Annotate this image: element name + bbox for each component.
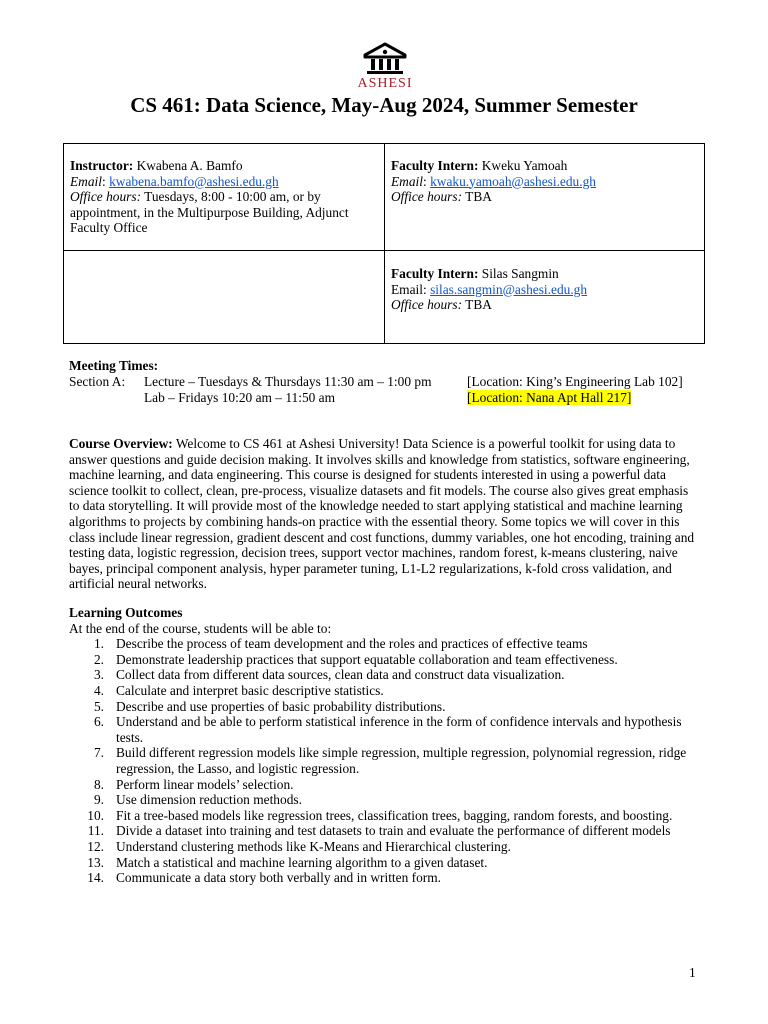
lab-location — [467, 390, 631, 406]
list-item-text: Calculate and interpret basic descriptive statistics. — [116, 682, 384, 698]
course-overview — [69, 436, 699, 592]
list-item-text: Perform linear models’ selection. — [116, 776, 294, 792]
list-item-number: 10. — [87, 807, 104, 823]
intern2-cell — [385, 266, 704, 313]
list-item-number: 7. — [93, 745, 104, 761]
list-item-text: Divide a dataset into training and test datasets to train and evaluate the performance of different models — [116, 823, 671, 839]
list-item-number: 12. — [87, 838, 104, 854]
list-item-number: 11. — [87, 823, 104, 839]
logo-wordmark: ASHESI — [357, 76, 413, 91]
list-item — [69, 652, 699, 668]
course-overview-heading: Course Overview: — [69, 436, 173, 451]
instructor-email-link[interactable]: kwabena.bamfo@ashesi.edu.gh — [109, 173, 279, 189]
intern2-office-hours: TBA — [462, 297, 492, 313]
lecture-time: Lecture – Tuesdays & Thursdays 11:30 am – 1:00 pm — [144, 374, 432, 389]
office-hours-label: Office hours: — [70, 189, 142, 205]
meeting-times-heading: Meeting Times: — [69, 358, 159, 373]
list-item-text: Describe the process of team development and the roles and practices of effective teams — [116, 636, 588, 652]
list-item-number: 4. — [93, 682, 104, 698]
ashesi-building-icon — [362, 42, 408, 76]
list-item-number: 5. — [93, 698, 104, 714]
list-item — [69, 699, 699, 715]
list-item — [69, 667, 699, 683]
list-item — [69, 745, 699, 776]
intern1-cell — [385, 158, 704, 205]
intern2-name: Silas Sangmin — [478, 266, 559, 281]
email-label: Email — [391, 173, 423, 189]
instructor-label: Instructor: — [70, 158, 134, 173]
list-item — [69, 839, 699, 855]
list-item — [69, 714, 699, 745]
staff-info-table — [63, 143, 705, 344]
list-item-number: 8. — [93, 776, 104, 792]
list-item-text: Understand and be able to perform statistical inference in the form of confidence intervals and hypothesis tests. — [116, 714, 682, 745]
email-separator: : — [102, 173, 110, 189]
office-hours-label: Office hours: — [391, 189, 463, 205]
list-item — [69, 808, 699, 824]
instructor-office-hours: Tuesdays, 8:00 - 10:00 am, or by appointment, in the Multipurpose Building, Adjunct Faculty Office — [70, 189, 349, 236]
list-item — [69, 683, 699, 699]
ashesi-logo — [345, 42, 425, 91]
list-item — [69, 855, 699, 871]
email-label: Email: — [391, 281, 431, 297]
list-item-text: Fit a tree-based models like regression trees, classification trees, bagging, random forests, and boosting. — [116, 807, 673, 823]
intern1-name: Kweku Yamoah — [478, 158, 568, 173]
intern1-office-hours: TBA — [462, 189, 492, 205]
list-item-text: Demonstrate leadership practices that support equatable collaboration and team effectiveness. — [116, 651, 618, 667]
lab-location-highlight: [Location: Nana Apt Hall 217] — [467, 390, 632, 405]
list-item — [69, 792, 699, 808]
outcomes-list — [69, 636, 699, 886]
list-item-text: Understand clustering methods like K-Means and Hierarchical clustering. — [116, 838, 511, 854]
list-item-number: 1. — [93, 636, 104, 652]
list-item-number: 6. — [93, 714, 104, 730]
list-item — [69, 823, 699, 839]
list-item-text: Collect data from different data sources, clean data and construct data visualization. — [116, 667, 565, 683]
learning-outcomes-heading: Learning Outcomes — [69, 605, 183, 620]
list-item-number: 14. — [87, 870, 104, 886]
list-item-text: Communicate a data story both verbally and in written form. — [116, 870, 442, 886]
page-number: 1 — [689, 965, 696, 980]
instructor-name: Kwabena A. Bamfo — [133, 158, 243, 173]
learning-outcomes — [69, 605, 699, 886]
lecture-location: [Location: King’s Engineering Lab 102] — [467, 374, 683, 389]
list-item-text: Describe and use properties of basic probability distributions. — [116, 698, 446, 714]
intern2-email-link[interactable]: silas.sangmin@ashesi.edu.gh — [430, 281, 588, 297]
list-item-text: Build different regression models like simple regression, multiple regression, polynomial regression, ridge regression, the Lasso, and logistic regression. — [116, 745, 687, 776]
list-item-text: Use dimension reduction methods. — [116, 792, 302, 808]
intern-label: Faculty Intern: — [391, 158, 479, 173]
section-label: Section A: — [69, 374, 126, 389]
intern1-email-link[interactable]: kwaku.yamoah@ashesi.edu.gh — [430, 173, 596, 189]
table-divider-horizontal — [64, 250, 704, 251]
list-item — [69, 870, 699, 886]
email-label: Email — [70, 173, 102, 189]
office-hours-label: Office hours: — [391, 297, 463, 313]
email-separator: : — [423, 173, 431, 189]
list-item-number: 9. — [93, 792, 104, 808]
list-item-number: 13. — [87, 854, 104, 870]
page-title: CS 461: Data Science, May-Aug 2024, Summer Semester — [130, 93, 638, 117]
lab-time: Lab – Fridays 10:20 am – 11:50 am — [144, 390, 336, 405]
list-item-number: 3. — [93, 667, 104, 683]
learning-outcomes-intro: At the end of the course, students will be able to: — [69, 620, 332, 636]
list-item-number: 2. — [93, 651, 104, 667]
list-item — [69, 636, 699, 652]
list-item — [69, 777, 699, 793]
instructor-cell — [64, 158, 384, 236]
intern-label: Faculty Intern: — [391, 266, 479, 281]
list-item-text: Match a statistical and machine learning algorithm to a given dataset. — [116, 854, 488, 870]
course-overview-text: Welcome to CS 461 at Ashesi University! Data Science is a powerful toolkit for using data to answer questions and guide decision making. It involves skills and knowledge from statistics, software engineering, machine learning, and data engineering. This course is designed for students interested in using a powerful data science toolkit to collect, clean, pre-process, visualize datasets and fit models. The course also gives great emphasis to data storytelling. It will provide most of the knowledge needed to start applying statistical and machine learning algorithms to projects by combining hands-on practice with the essential theory. Some topics we will cover in this class include linear regression, gradient descent and cost functions, dummy variables, one hot encoding, training and testing data, logistic regression, decision trees, support vector machines, random forest, k-means clustering, naive bayes, principal component analysis, hyper parameter tuning, L1-L2 regularizations, k-fold cross validation, and artificial neural networks. — [69, 436, 695, 592]
